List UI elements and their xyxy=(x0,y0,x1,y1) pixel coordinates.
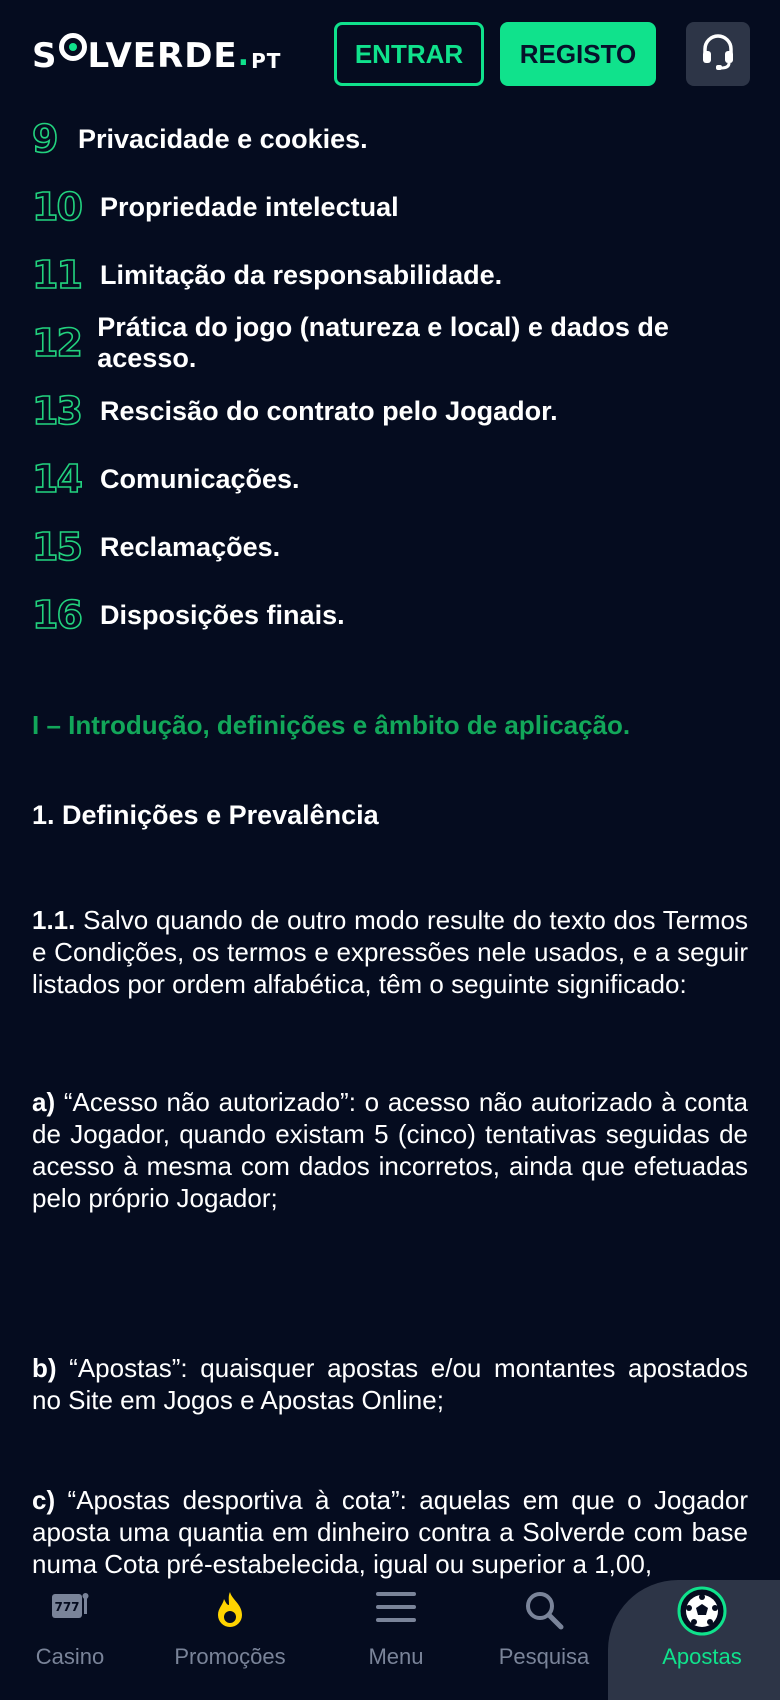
logo-suffix: PT xyxy=(251,49,282,73)
toc-number: 11 xyxy=(32,253,81,297)
svg-text:777: 777 xyxy=(54,1600,80,1614)
paragraph-text: Salvo quando de outro modo resulte do texto dos Termos e Condições, os termos e expressões nele usados, e a seguir listados por ordem alfabética, têm o seguinte significado: xyxy=(32,905,748,999)
nav-label: Casino xyxy=(35,1644,105,1669)
toc-number: 14 xyxy=(32,457,81,501)
toc-item[interactable] xyxy=(32,522,280,572)
toc-item[interactable] xyxy=(32,454,300,504)
toc-item[interactable] xyxy=(32,182,399,232)
paragraph-lead: a) xyxy=(32,1087,56,1117)
toc-label: Reclamações. xyxy=(100,531,281,562)
logo-text: S LVERDE xyxy=(32,33,238,76)
solverde-logo[interactable]: S LVERDE . PT xyxy=(32,36,281,76)
nav-label: Promoções xyxy=(174,1644,286,1669)
toc-label: Disposições finais. xyxy=(100,599,345,630)
sub-title: 1. Definições e Prevalência xyxy=(32,800,379,830)
toc-number: 12 xyxy=(32,321,81,365)
soccer-ball-icon xyxy=(677,1586,727,1642)
toc-item[interactable] xyxy=(32,590,345,640)
paragraph-text: “Apostas desportiva à cota”: aquelas em que o Jogador aposta uma quantia em dinheiro contra a Solverde com base numa Cota pré-estabelecida, igual ou superior a 1,00, xyxy=(32,1485,748,1579)
paragraph-lead: b) xyxy=(32,1353,57,1383)
login-button[interactable]: ENTRAR xyxy=(334,22,484,86)
search-icon xyxy=(524,1590,564,1636)
support-button[interactable] xyxy=(686,22,750,86)
paragraph xyxy=(32,1086,748,1214)
paragraph xyxy=(32,1352,748,1416)
nav-promocoes[interactable] xyxy=(160,1580,300,1669)
section-title: I – Introdução, definições e âmbito de aplicação. xyxy=(32,710,631,740)
toc-label: Comunicações. xyxy=(100,463,300,494)
headset-icon xyxy=(701,33,735,76)
toc-number: 10 xyxy=(32,185,81,229)
paragraph xyxy=(32,904,748,1000)
toc-item[interactable] xyxy=(32,114,368,164)
toc-label: Prática do jogo (natureza e local) e dados de acesso. xyxy=(97,312,669,373)
toc-label: Limitação da responsabilidade. xyxy=(100,259,503,290)
paragraph-text: “Apostas”: quaisquer apostas e/ou montantes apostados no Site em Jogos e Apostas Online; xyxy=(32,1353,748,1415)
toc-label: Rescisão do contrato pelo Jogador. xyxy=(100,395,558,426)
nav-apostas[interactable] xyxy=(642,1580,762,1669)
top-header xyxy=(0,0,780,110)
toc-number: 15 xyxy=(32,525,81,569)
nav-label: Pesquisa xyxy=(498,1644,590,1669)
nav-menu[interactable] xyxy=(336,1580,456,1669)
register-button[interactable]: REGISTO xyxy=(500,22,656,86)
toc-number: 13 xyxy=(32,389,81,433)
nav-casino[interactable] xyxy=(10,1580,130,1669)
nav-label: Apostas xyxy=(662,1644,742,1669)
flame-icon xyxy=(214,1590,246,1634)
toc-item[interactable] xyxy=(32,386,558,436)
nav-label: Menu xyxy=(368,1644,424,1669)
hamburger-menu-icon xyxy=(376,1590,416,1630)
paragraph-lead: c) xyxy=(32,1485,56,1515)
toc-item[interactable] xyxy=(32,312,748,373)
toc-label: Privacidade e cookies. xyxy=(78,123,368,154)
paragraph xyxy=(32,1484,748,1580)
slot-machine-icon xyxy=(50,1590,90,1628)
toc-label: Propriedade intelectual xyxy=(100,191,399,222)
paragraph-lead: 1.1. xyxy=(32,905,76,935)
paragraph-text: “Acesso não autorizado”: o acesso não autorizado à conta de Jogador, quando existam 5 (cinco) tentativas seguidas de acesso à mesma com dados incorretos, ainda que efetuadas pelo próprio Jogador; xyxy=(32,1087,748,1213)
bottom-navigation xyxy=(0,1580,780,1669)
nav-pesquisa[interactable] xyxy=(484,1580,604,1669)
toc-number: 9 xyxy=(32,117,57,161)
toc-number: 16 xyxy=(32,593,81,637)
toc-item[interactable] xyxy=(32,250,502,300)
